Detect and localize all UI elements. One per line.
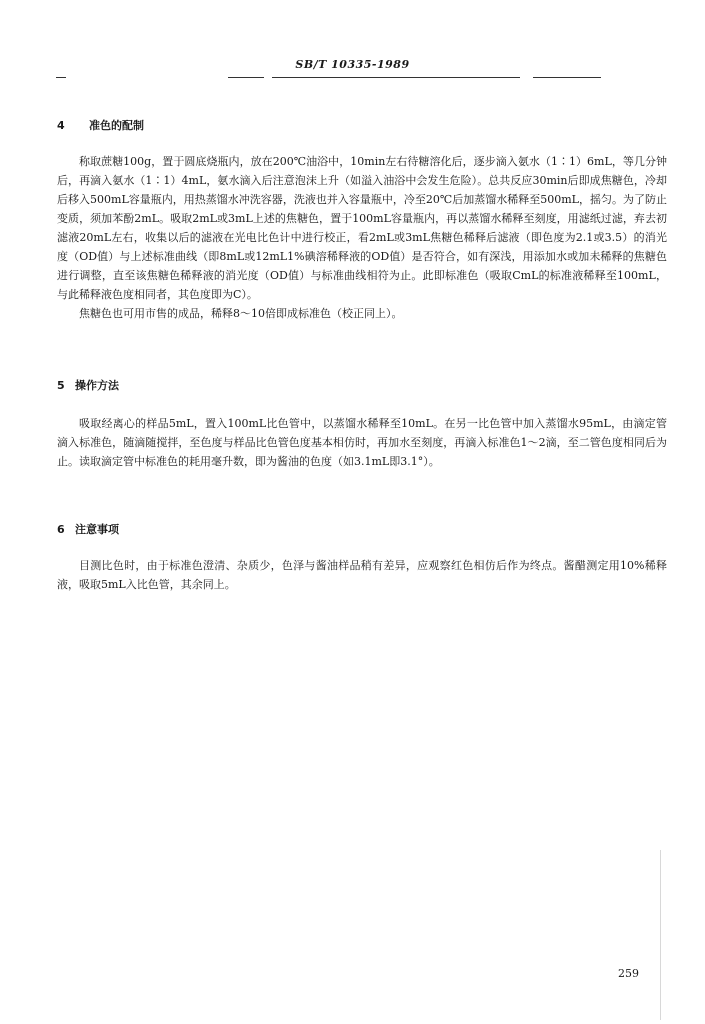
- section-heading: [57, 521, 667, 537]
- paragraph: 焦糖色也可用市售的成品，稀释8～10倍即成标准色（校正同上）。: [79, 307, 403, 320]
- header-rule: [272, 77, 520, 78]
- section-5: [57, 377, 667, 393]
- scan-edge-mark: [660, 850, 661, 1020]
- section-6-body: [57, 556, 667, 594]
- section-6: [57, 521, 667, 537]
- paragraph: 称取蔗糖100g，置于圆底烧瓶内，放在200℃油浴中，10min左右待糖溶化后，逐步滴入氨水（1∶1）6mL，等几分钟后，再滴入氨水（1∶1）4mL，氨水滴入后注意泡沫上升（如溢入油浴中会发生危险）。总共反应30min后即成焦糖色，冷却后移入500mL容量瓶内，用热蒸馏水冲洗容器，洗液也并入容量瓶中，冷至20℃后加蒸馏水稀释至500mL，摇匀。为了防止变质，须加苯酚2mL。吸取2mL或3mL上述的焦糖色，置于100mL容量瓶内，再以蒸馏水稀释至刻度，用滤纸过滤，弃去初滤液20mL左右，收集以后的滤液在光电比色计中进行校正，看2mL或3mL焦糖色稀释后滤液（即色度为2.1或3.5）的消光度（OD值）与上述标准曲线（即8mL或12mL1%碘溶稀释液的OD值）是否符合，如有深浅，用添加水或加未稀释的焦糖色进行调整，直至该焦糖色稀释液的消光度（OD值）与标准曲线相符为止。此即标准色（吸取CmL的标准液稀释至100mL，与此稀释液色度相同者，其色度即为C）。: [57, 155, 667, 301]
- section-title: 注意事项: [75, 523, 119, 536]
- paragraph: 吸取经离心的样品5mL，置入100mL比色管中，以蒸馏水稀释至10mL。在另一比色管中加入蒸馏水95mL，由滴定管滴入标准色，随滴随搅拌，至色度与样品比色管色度基本相仿时，再加水至刻度，再滴入标准色1～2滴，至二管色度相同后为止。读取滴定管中标准色的耗用毫升数，即为酱油的色度（如3.1mL即3.1°）。: [57, 417, 667, 468]
- section-number: 6: [57, 523, 65, 536]
- header-rule: [533, 77, 601, 78]
- section-5-body: [57, 414, 667, 471]
- page-number: 259: [618, 967, 639, 980]
- section-title: 操作方法: [75, 379, 119, 392]
- header-rule: [56, 77, 66, 78]
- running-header: SB/T 10335-1989: [295, 58, 410, 71]
- section-number: 5: [57, 379, 65, 392]
- section-4-body: [57, 152, 667, 323]
- section-4: [57, 117, 667, 133]
- paragraph: 目测比色时，由于标准色澄清、杂质少，色泽与酱油样品稍有差异，应观察红色相仿后作为终点。酱醋测定用10%稀释液，吸取5mL入比色管，其余同上。: [57, 559, 667, 591]
- header-rule: [228, 77, 264, 78]
- section-number: 4: [57, 119, 65, 132]
- section-heading: [57, 117, 667, 133]
- section-heading: [57, 377, 667, 393]
- section-title: 准色的配制: [89, 119, 144, 132]
